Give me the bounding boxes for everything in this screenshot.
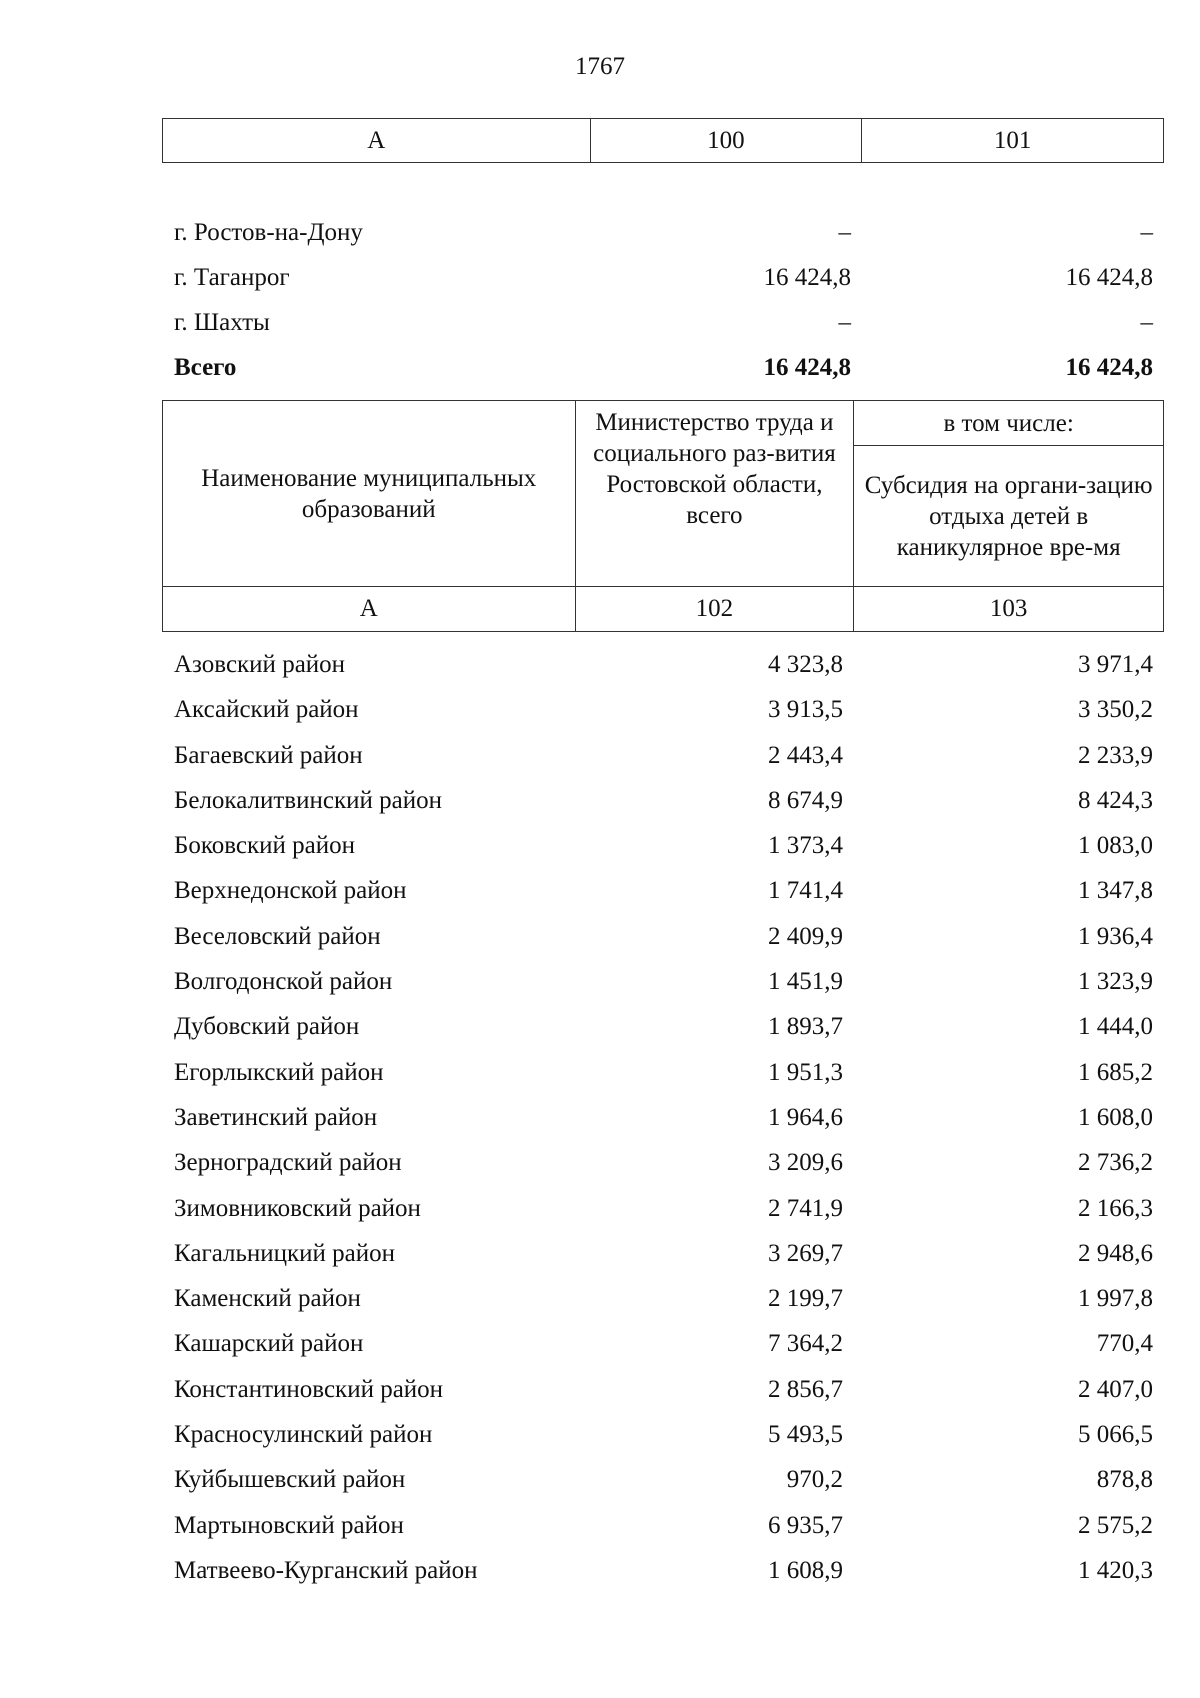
header-cell-101: 101 <box>862 119 1164 163</box>
row-value-103: 1 083,0 <box>1078 832 1153 860</box>
row-value-100: – <box>838 219 851 246</box>
row-value-103: 1 685,2 <box>1078 1058 1153 1086</box>
table-row <box>162 300 1164 345</box>
table-row <box>162 1548 1164 1593</box>
row-name: г. Шахты <box>174 309 270 336</box>
row-value-100: 16 424,8 <box>763 264 851 291</box>
row-value-102: 1 893,7 <box>768 1013 843 1041</box>
row-name: Зимовниковский район <box>174 1194 421 1222</box>
row-name: Боковский район <box>174 832 355 860</box>
row-value-102: 7 364,2 <box>768 1330 843 1358</box>
row-name: Красносулинский район <box>174 1421 433 1449</box>
row-name: Верхнедонской район <box>174 877 407 905</box>
row-value-102: 8 674,9 <box>768 786 843 814</box>
total-value-101: 16 424,8 <box>1065 354 1153 381</box>
header-subsidy: Субсидия на органи-зацию отдыха детей в каникулярное вре-мя <box>854 446 1164 587</box>
row-value-103: 1 323,9 <box>1078 968 1153 996</box>
table-row <box>162 1231 1164 1276</box>
row-value-102: 1 741,4 <box>768 877 843 905</box>
table-row <box>162 255 1164 300</box>
row-value-102: 1 451,9 <box>768 968 843 996</box>
index-cell-103: 103 <box>854 587 1164 632</box>
table-row <box>162 1186 1164 1231</box>
row-value-102: 2 741,9 <box>768 1194 843 1222</box>
row-value-103: 2 233,9 <box>1078 741 1153 769</box>
row-name: Багаевский район <box>174 741 363 769</box>
row-name: Азовский район <box>174 651 346 678</box>
total-row <box>162 345 1164 390</box>
row-value-103: 2 575,2 <box>1078 1511 1153 1539</box>
row-value-101: – <box>1140 219 1153 246</box>
top-table-body <box>162 210 1164 390</box>
table-row <box>162 823 1164 868</box>
row-name: Мартыновский район <box>174 1511 404 1539</box>
row-value-102: 5 493,5 <box>768 1421 843 1449</box>
row-value-102: 2 199,7 <box>768 1285 843 1313</box>
row-value-102: 4 323,8 <box>768 651 843 678</box>
row-value-103: 1 347,8 <box>1078 877 1153 905</box>
row-name: г. Ростов-на-Дону <box>174 219 363 246</box>
index-cell-a: А <box>163 587 576 632</box>
row-value-102: 1 373,4 <box>768 832 843 860</box>
row-value-103: 2 407,0 <box>1078 1375 1153 1403</box>
row-value-102: 3 209,6 <box>768 1149 843 1177</box>
row-name: Кашарский район <box>174 1330 364 1358</box>
row-value-102: 2 443,4 <box>768 741 843 769</box>
table-row <box>162 733 1164 778</box>
row-value-103: 878,8 <box>1096 1466 1153 1494</box>
row-name: Куйбышевский район <box>174 1466 406 1494</box>
table-row <box>162 914 1164 959</box>
row-value-103: 3 350,2 <box>1078 696 1153 724</box>
row-name: Веселовский район <box>174 922 381 950</box>
row-name: Зерноградский район <box>174 1149 402 1177</box>
table-row <box>162 1050 1164 1095</box>
index-cell-102: 102 <box>575 587 854 632</box>
row-value-103: 1 444,0 <box>1078 1013 1153 1041</box>
row-name: Белокалитвинский район <box>174 786 442 814</box>
row-value-102: 1 608,9 <box>768 1556 843 1584</box>
table-row <box>162 1503 1164 1548</box>
row-name: Егорлыкский район <box>174 1058 384 1086</box>
header-including: в том числе: <box>854 401 1164 446</box>
row-name: Заветинский район <box>174 1103 378 1131</box>
top-table-header <box>162 118 1164 163</box>
row-value-102: 1 964,6 <box>768 1103 843 1131</box>
row-value-102: 2 856,7 <box>768 1375 843 1403</box>
header-ministry-total: Министерство труда и социального раз-вития Ростовской области, всего <box>575 401 854 587</box>
table-row <box>162 1367 1164 1412</box>
row-name: г. Таганрог <box>174 264 290 291</box>
row-name: Матвеево-Курганский район <box>174 1556 478 1584</box>
header-municipality-name: Наименование муниципальных образований <box>163 401 576 587</box>
row-value-102: 2 409,9 <box>768 922 843 950</box>
total-value-100: 16 424,8 <box>763 354 851 381</box>
row-value-100: – <box>838 309 851 336</box>
row-value-103: 2 948,6 <box>1078 1239 1153 1267</box>
table-row <box>162 959 1164 1004</box>
table-row <box>162 1095 1164 1140</box>
row-value-103: 1 997,8 <box>1078 1285 1153 1313</box>
row-value-102: 3 269,7 <box>768 1239 843 1267</box>
row-value-102: 6 935,7 <box>768 1511 843 1539</box>
table-row <box>162 1412 1164 1457</box>
row-value-101: 16 424,8 <box>1065 264 1153 291</box>
row-name: Волгодонской район <box>174 968 393 996</box>
row-value-103: 2 166,3 <box>1078 1194 1153 1222</box>
row-name: Аксайский район <box>174 696 359 724</box>
header-cell-100: 100 <box>590 119 862 163</box>
table-row <box>162 1276 1164 1321</box>
main-table-header <box>162 400 1164 632</box>
table-row <box>162 1321 1164 1366</box>
page-number: 1767 <box>575 53 625 80</box>
row-value-103: 1 420,3 <box>1078 1556 1153 1584</box>
row-value-102: 970,2 <box>786 1466 843 1494</box>
row-value-102: 1 951,3 <box>768 1058 843 1086</box>
row-value-103: 2 736,2 <box>1078 1149 1153 1177</box>
row-value-101: – <box>1140 309 1153 336</box>
total-label: Всего <box>174 354 237 381</box>
row-value-103: 1 608,0 <box>1078 1103 1153 1131</box>
table-row <box>162 1457 1164 1502</box>
row-value-102: 3 913,5 <box>768 696 843 724</box>
row-value-103: 8 424,3 <box>1078 786 1153 814</box>
row-value-103: 770,4 <box>1096 1330 1153 1358</box>
table-row <box>162 687 1164 732</box>
table-row <box>162 642 1164 687</box>
row-value-103: 3 971,4 <box>1078 651 1153 678</box>
table-row <box>162 868 1164 913</box>
row-name: Кагальницкий район <box>174 1239 396 1267</box>
row-value-103: 1 936,4 <box>1078 922 1153 950</box>
header-cell-a: А <box>163 119 591 163</box>
table-row <box>162 778 1164 823</box>
table-row <box>162 1140 1164 1185</box>
row-name: Дубовский район <box>174 1013 360 1041</box>
row-name: Каменский район <box>174 1285 361 1313</box>
table-row <box>162 1004 1164 1049</box>
row-value-103: 5 066,5 <box>1078 1421 1153 1449</box>
row-name: Константиновский район <box>174 1375 444 1403</box>
main-table-body <box>162 642 1164 1593</box>
table-row <box>162 210 1164 255</box>
